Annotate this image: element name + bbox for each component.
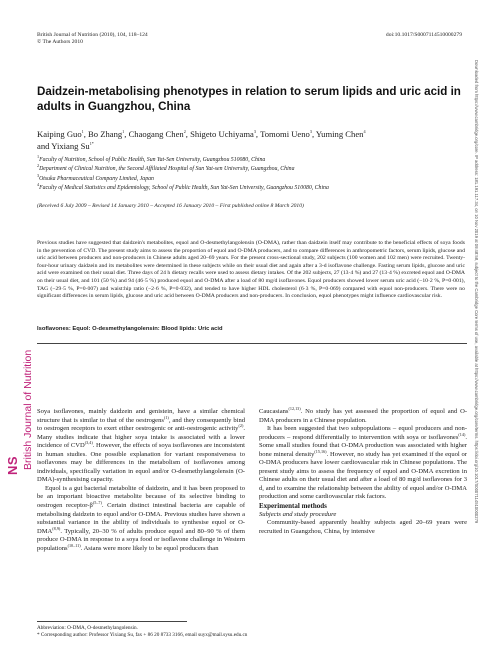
body-paragraph: Caucasians$^{(12,13)}$. No study has yet assessed the proportion of equol and O-DMA producers in a Chinese population. xyxy=(259,405,467,424)
footnote-abbreviation: Abbreviation: O-DMA, O-desmethylangolensin. xyxy=(37,625,138,631)
keywords-rule xyxy=(37,343,467,344)
affiliation-item: $^2$Department of Clinical Nutrition, the Second Affiliated Hospital of Sun Yat-sen University, Guangzhou, China xyxy=(37,163,295,173)
doi[interactable]: doi:10.1017/S0007114510000279 xyxy=(385,32,462,38)
affiliations xyxy=(37,156,467,193)
affiliation-item: $^1$Faculty of Nutrition, School of Public Health, Sun Yat-Sen University, Guangzhou 510080, China xyxy=(37,154,266,163)
journal-logo: NS xyxy=(5,455,20,475)
article-title: Daidzein-metabolising phenotypes in relation to serum lipids and uric acid in adults in Guangzhou, China xyxy=(37,85,461,113)
abstract: Previous studies have suggested that daidzein's metabolites, equol and O-desmethylangolensin (O-DMA), rather than daidzein itself may contribute to the beneficial effects of soya foods in the prevention of CVD. The present study aims to assess the proportion of equol and O-DMA producers, and to compare differences in anthropometric factors, serum lipids, glucose and uric acid between producers and non-producers in Chinese adults aged 20–69 years. For the present cross-sectional study, 202 subjects (100 women and 102 men) were recruited. Twenty-four-hour urinary daidzein and its metabolites were determined in these subjects while on their usual diet and again after a 3-d isoflavone challenge. Fasting serum lipids, glucose and uric acid were examined on their usual diet. Three days of 24 h dietary recalls were used to assess dietary intakes. Of the 202 subjects, 27 (13·4 %) and 27 (13·4 %) excreted equol and O-DMA on their usual diet, and 101 (50 %) and 94 (46·5 %) produced equol and O-DMA after a load of 80 mg/d isoflavones. Equol producers showed lower serum uric acid (−10·2 %, P=0·001), TAG (−29·5 %, P=0·007) and waist:hip ratio (−2·6 %, P=0·032), and tended to have higher HDL cholesterol (6·3 %, P=0·069) compared with equol non-producers. There were no significant differences in serum lipids, glucose and uric acid between O-DMA producers and non-producers. In conclusion, equol phenotypes might influence cardiovascular risk. xyxy=(37,240,465,300)
footnote-corresponding-author: * Corresponding author: Professor Yixiang Su, fax + 86 20 8733 3166, email suyx@mail.sysu.edu.cn xyxy=(37,632,248,638)
affiliation-item: $^4$Faculty of Medical Statistics and Epidemiology, School of Public Health, Sun Yat-Sen University, Guangzhou 510080, China xyxy=(37,181,329,191)
author-name: Yixiang $Su^{1*}$ xyxy=(51,141,94,151)
body-paragraph: It has been suggested that two subpopulations – equol producers and non-producers – respond differentially to intervention with soya or isoflavones$^{(14)}$. Some small studies found that O-DMA production was associated with higher bone mineral density$^{(15,16)}$. However, no study has yet examined if the equol or O-DMA producers have lower cardiovascular risk in Chinese populations. The present study aims to assess the frequency of equol and O-DMA excretion in Chinese adults on their usual diet and after a load of 80 mg/d isoflavones for 3 d, and to examine the relationship between the ability of equol and/or O-DMA production and some cardiovascular risk factors. xyxy=(259,425,467,501)
author-name: Tomomi Ueno$^3$ xyxy=(260,129,312,139)
affiliation-item: $^3$Otsuka Pharmaceutical Company Limited, Japan xyxy=(37,172,154,182)
side-journal-title: British Journal of Nutrition xyxy=(22,349,34,470)
author-list: Kaiping Guo$^1$, Bo Zhang$^1$, Chaogang Chen$^2$, Shigeto Uchiyama$^3$, Tomomi Ueno$^3$, Yuming Chen$^4$ and Yixiang $Su^{1*}$ xyxy=(37,129,366,151)
copyright: © The Authors 2010 xyxy=(37,39,83,45)
author-name: Yuming Chen$^4$ xyxy=(315,129,366,139)
section-heading: Experimental methods xyxy=(259,502,327,511)
body-left-column xyxy=(37,408,245,553)
journal-reference: British Journal of Nutrition (2010), 104, 118–124 xyxy=(37,32,148,38)
body-paragraph: Community-based apparently healthy subjects aged 20–69 years were recruited in Guangzhou, China, by intensive xyxy=(259,519,467,535)
subsection-heading: Subjects and study procedure xyxy=(259,510,337,518)
received-dates: (Received 6 July 2009 – Revised 14 January 2010 – Accepted 16 January 2010 – First published online 8 March 2010) xyxy=(37,203,304,209)
body-paragraph: Soya isoflavones, mainly daidzein and genistein, have a similar chemical structure that is similar to that of the oestrogens$^{(1)}$, and they consequently bind to oestrogen receptors to exert either oestrogenic or anti-oestrogenic activity$^{(2)}$. Many studies indicate that higher soya intake is associated with a lower incidence of CVD$^{(3,4)}$. However, the effects of soya isoflavones are inconsistent in human studies. One possible explanation for variant responsiveness to isoflavones may be differences in the metabolism of isoflavones among individuals, specifically variation in equol and/or O-desmethylangolensin (O-DMA)-synthesising capacity. xyxy=(37,408,245,484)
footnotes xyxy=(37,625,467,639)
author-name: Bo Zhang$^1$ xyxy=(88,129,125,139)
body-paragraph: Equol is a gut bacterial metabolite of daidzein, and it has been proposed to be an important bioactive metabolite because of its selective binding to oestrogen receptor-$\beta^{(5-7)}$. Certain distinct intestinal bacteria are capable of metabolising daidzein to equol and/or O-DMA. Previous studies have shown a substantial variance in the ability of individuals to synthesise equol or O-DMA$^{(8,9)}$. Typically, 20–30 % of adults produce equol and 80–90 % of them produce O-DMA in response to a soya food or isoflavone challenge in Western populations$^{(10-11)}$. Asians were more likely to be equol producers than xyxy=(37,484,245,552)
footnote-rule xyxy=(37,621,187,622)
body-right-column xyxy=(259,405,467,536)
download-notice: Downloaded from https://www.cambridge.org/core. IP address: 181.191.117.34, on 10 Nov 2019 at 09:48:58, subject to the Cambridge Core terms of use, available at https://www.cambridge.org/core/terms. https://doi.org/10.1017/S0007114510000279 xyxy=(474,60,479,524)
keywords: Isoflavones: Equol: O-desmethylangolensin: Blood lipids: Uric acid xyxy=(37,326,223,332)
author-name: Kaiping Guo$^1$ xyxy=(37,129,84,139)
author-name: Shigeto Uchiyama$^3$ xyxy=(190,129,256,139)
author-name: Chaogang Chen$^2$ xyxy=(128,129,186,139)
